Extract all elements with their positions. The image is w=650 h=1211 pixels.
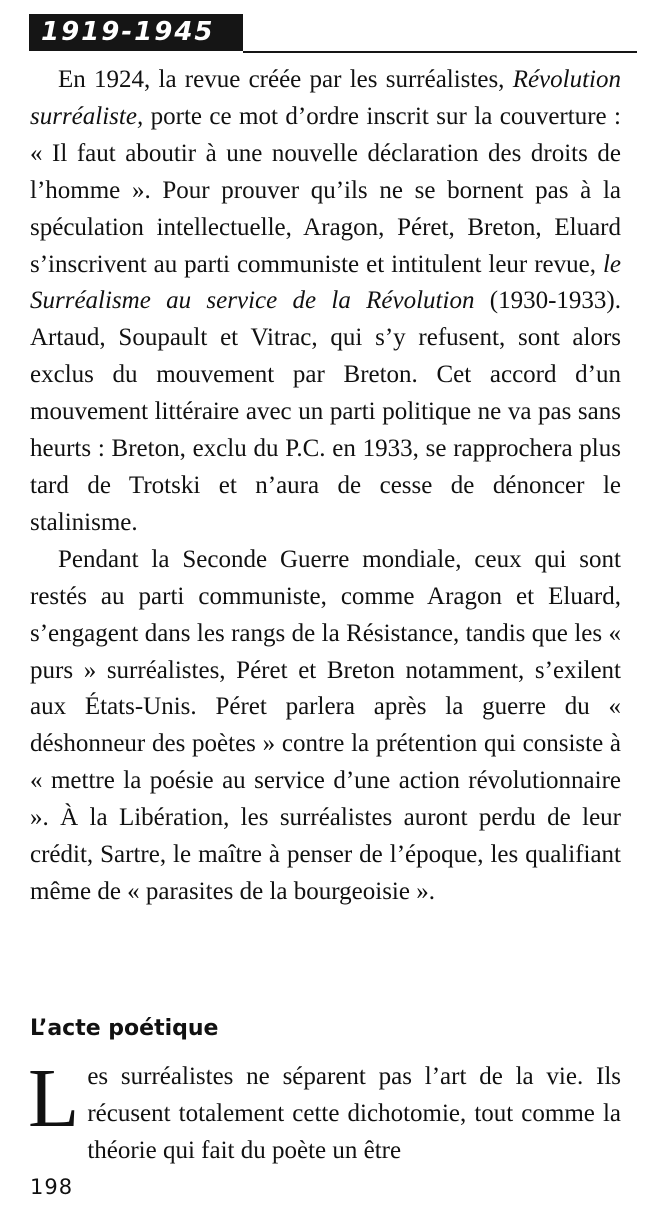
drop-cap: L [28, 1052, 80, 1145]
paragraph-2: Pendant la Seconde Guerre mondiale, ceux qui sont restés au parti communiste, comme Aragon et Eluard, s’engagent dans les rangs de la Résistance, tandis que les « purs » surréalistes, Péret et Breton notamment, s’exilent aux États-Unis. Péret parlera après la guerre du « déshonneur des poètes » contre la prétention qui consiste à « mettre la poésie au service d’une action révolutionnaire ». À la Libération, les surréalistes auront perdu de leur crédit, Sartre, le maître à penser de l’époque, les qualifiant même de « parasites de la bourgeoisie ». [30, 545, 621, 905]
main-text [30, 62, 621, 911]
section-paragraph-text: es surréalistes ne séparent pas l’art de la vie. Ils récusent totalement cette dichotomie, tout comme la théorie qui fait du poète un être [87, 1063, 621, 1164]
p1-text-3: (1930-1933). Artaud, Soupault et Vitrac, qui s’y refusent, sont alors exclus du mouvement par Breton. Cet accord d’un mouvement littéraire avec un parti politique ne va pas sans heurts : Breton, exclu du P.C. en 1933, se rapprochera plus tard de Trotski et n’aura de cesse de dénoncer le stalinisme. [30, 287, 621, 536]
section-title: L’acte poétique [30, 1016, 219, 1041]
p1-review-title-1: Révolution surréaliste, [30, 66, 621, 130]
p1-review-title-2: le Surréalisme au service de la Révolution [30, 250, 621, 315]
header-rule [243, 51, 637, 53]
section-paragraph [28, 1052, 621, 1169]
p1-text-2: porte ce mot d’ordre inscrit sur la couverture : « Il faut aboutir à une nouvelle déclaration des droits de l’homme ». Pour prouver qu’ils ne se bornent pas à la spéculation intellectuelle, Aragon, Péret, Breton, Eluard s’inscrivent au parti communiste et intitulent leur revue, [30, 102, 621, 278]
page-number: 198 [30, 1175, 74, 1199]
p1-text-1: En 1924, la revue créée par les surréalistes, [58, 66, 513, 93]
chapter-header [29, 14, 637, 54]
period-badge: 1919-1945 [29, 14, 243, 51]
paragraph-1 [30, 62, 621, 542]
